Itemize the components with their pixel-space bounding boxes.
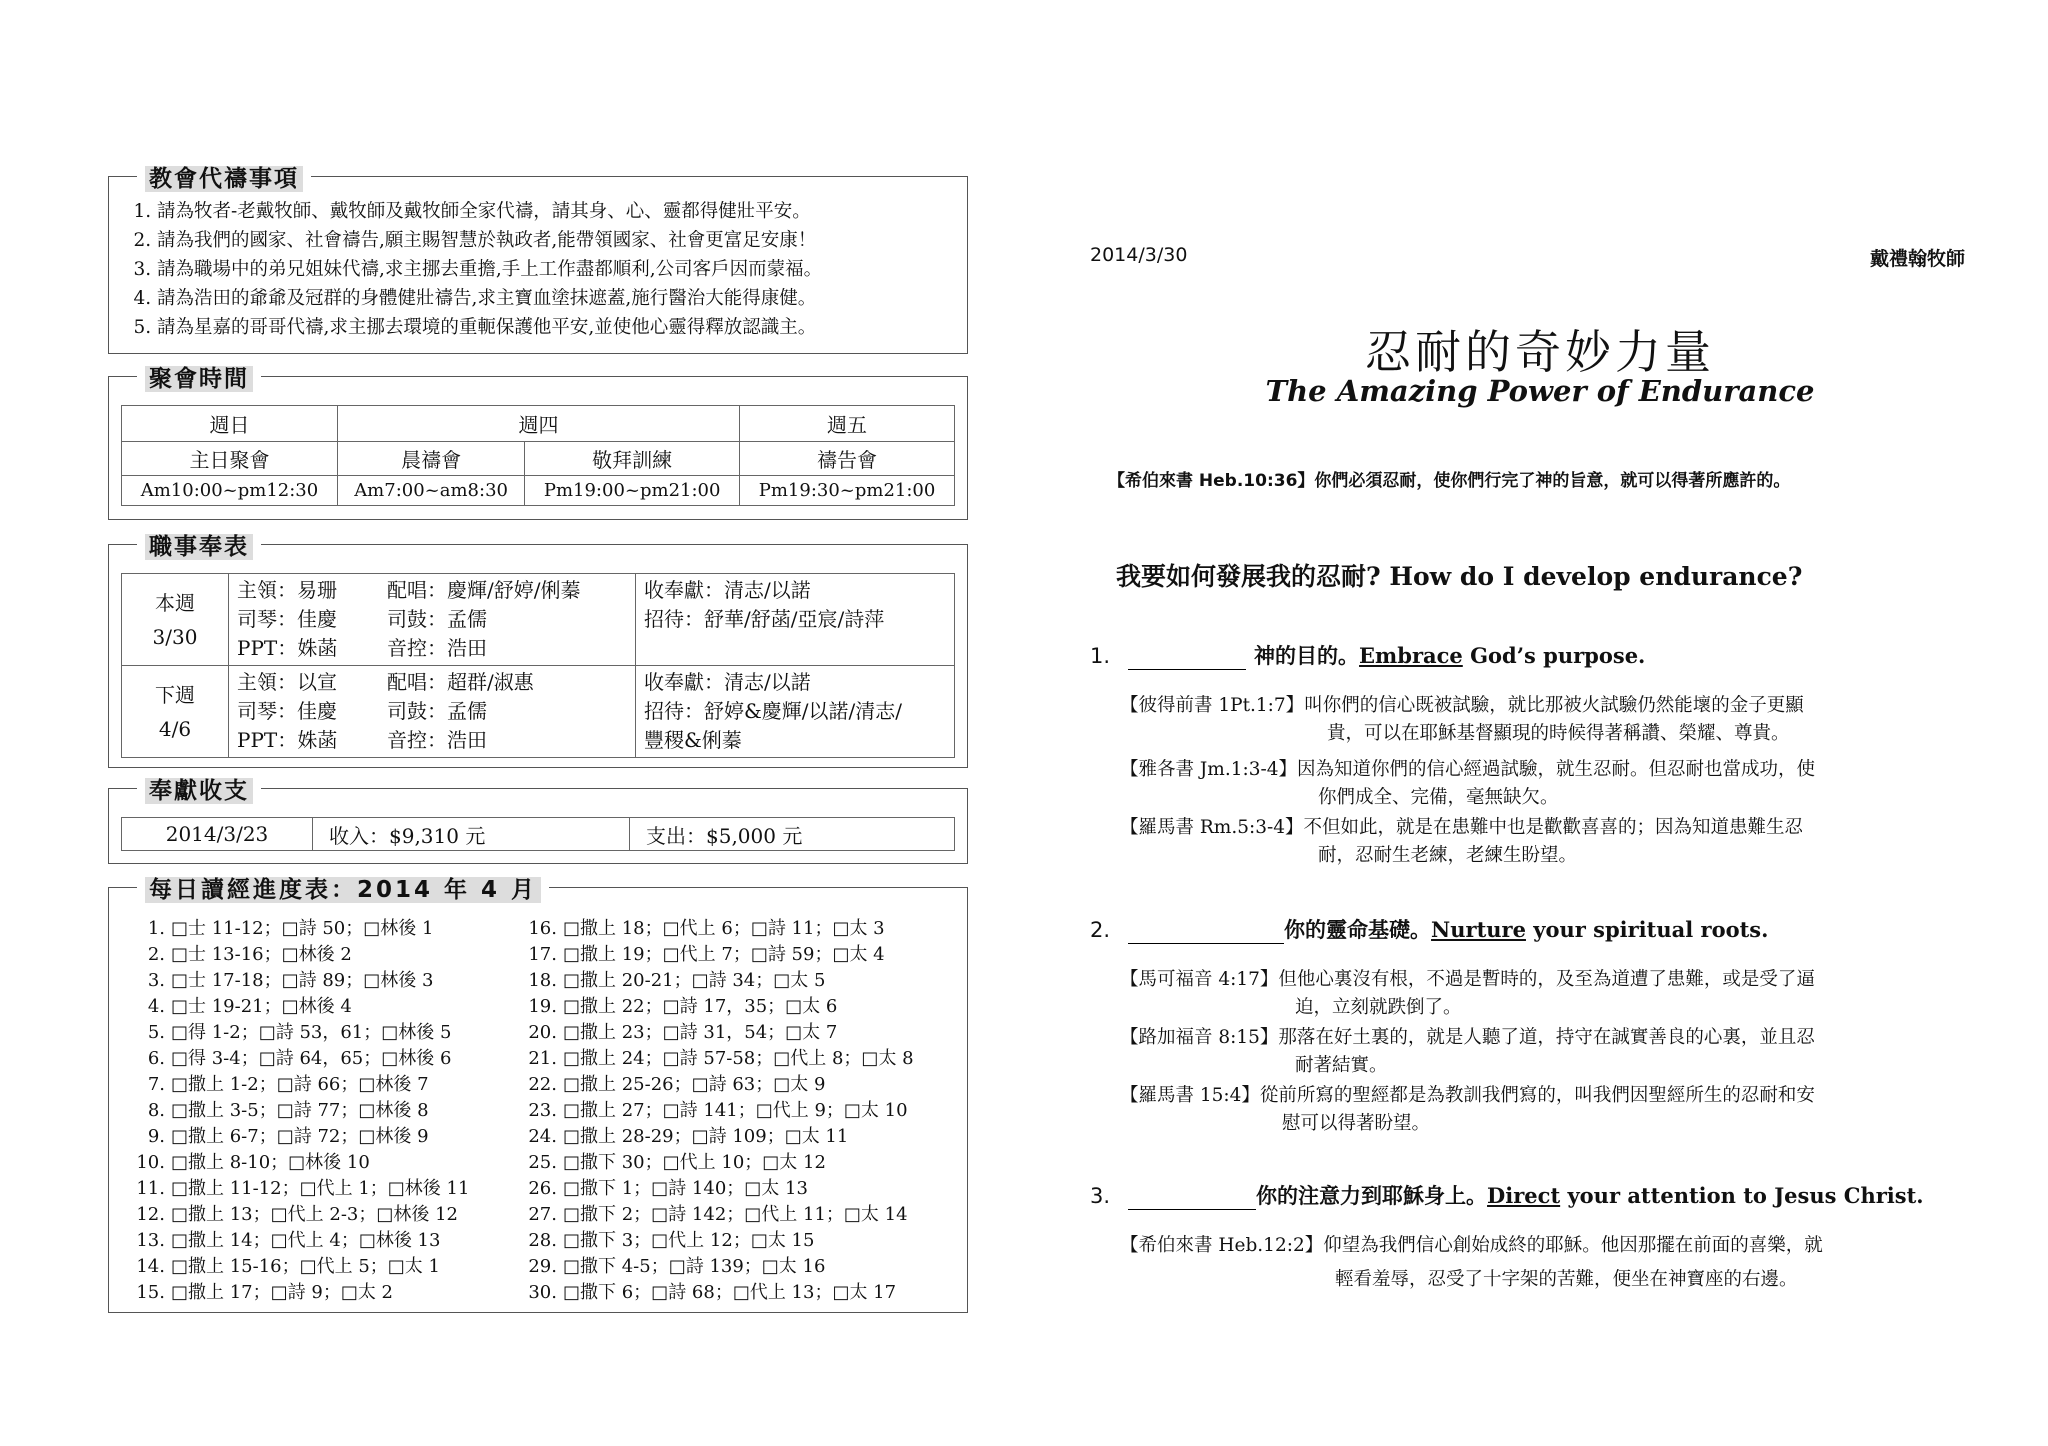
reading-item: 8. □撒上 3-5；□詩 77；□林後 8	[147, 1100, 429, 1121]
reading-item: 6. □得 3-4；□詩 64，65；□林後 6	[147, 1048, 452, 1069]
key-verse: 【希伯來書 Heb.10:36】你們必須忍耐，使你們行完了神的旨意，就可以得著所應許的。	[1108, 471, 1791, 491]
reading-item: 9. □撒上 6-7；□詩 72；□林後 9	[147, 1126, 429, 1147]
reading-item: 29. □撒下 4-5；□詩 139；□太 16	[528, 1256, 826, 1277]
prayer-item: 1. 請為牧者-老戴牧師、戴牧師及戴牧師全家代禱，請其身、心、靈都得健壯平安。	[157, 197, 967, 226]
offering-section	[108, 778, 968, 864]
fill-in-blank	[1128, 1185, 1256, 1210]
reading-column-left	[135, 916, 469, 1306]
reading-column-right	[527, 916, 914, 1306]
prayer-item: 2. 請為我們的國家、社會禱告,願主賜智慧於執政者,能帶領國家、社會更富足安康！	[157, 226, 967, 255]
scripture-ref: 【羅馬書 15:4】從前所寫的聖經都是為教訓我們寫的，叫我們因聖經所生的忍耐和安 慰可以得著盼望。	[1120, 1085, 1815, 1134]
reading-item: 17. □撒上 19；□代上 7；□詩 59；□太 4	[528, 944, 885, 965]
point-1: 1. 神的目的。Embrace God’s purpose.	[1090, 643, 1646, 668]
offering-income: 收入：$9,310 元	[313, 818, 630, 851]
reading-item: 7. □撒上 1-2；□詩 66；□林後 7	[147, 1074, 429, 1095]
reading-item: 3. □士 17-18；□詩 89；□林後 3	[147, 970, 434, 991]
week-label: 下週 4/6	[122, 666, 229, 758]
event-name: 晨禱會	[337, 442, 524, 476]
duty-section	[108, 534, 968, 768]
reading-item: 26. □撒下 1；□詩 140；□太 13	[528, 1178, 808, 1199]
prayer-list	[109, 197, 967, 342]
reading-item: 11. □撒上 11-12；□代上 1；□林後 11	[136, 1178, 470, 1199]
reading-item: 22. □撒上 25-26；□詩 63；□太 9	[528, 1074, 826, 1095]
prayer-item: 3. 請為職場中的弟兄姐妹代禱,求主挪去重擔,手上工作盡都順利,公司客戶因而蒙福。	[157, 255, 967, 284]
reading-item: 12. □撒上 13；□代上 2-3；□林後 12	[136, 1204, 458, 1225]
scripture-ref: 【路加福音 8:15】那落在好土裏的，就是人聽了道，持守在誠實善良的心裏，並且忍 耐著結實。	[1120, 1027, 1815, 1076]
reading-item: 10. □撒上 8-10；□林後 10	[136, 1152, 370, 1173]
duty-service: 收奉獻：清志/以諾 招待：舒華/舒菡/亞宸/詩萍	[636, 574, 955, 666]
sermon-title-en: The Amazing Power of Endurance	[1265, 374, 1815, 408]
section-title: 教會代禱事項	[137, 160, 311, 193]
event-name: 敬拜訓練	[525, 442, 740, 476]
reading-item: 27. □撒下 2；□詩 142；□代上 11；□太 14	[528, 1204, 908, 1225]
prayer-item: 5. 請為星嘉的哥哥代禱,求主挪去環境的重軛保護他平安,並使他心靈得釋放認識主。	[157, 313, 967, 342]
offering-table	[121, 817, 955, 851]
reading-section	[108, 877, 968, 1313]
reading-item: 30. □撒下 6；□詩 68；□代上 13；□太 17	[528, 1282, 897, 1303]
reading-item: 24. □撒上 28-29；□詩 109；□太 11	[528, 1126, 849, 1147]
prayer-section	[108, 166, 968, 354]
reading-item: 13. □撒上 14；□代上 4；□林後 13	[136, 1230, 441, 1251]
point-2: 2. 你的靈命基礎。Nurture your spiritual roots.	[1090, 917, 1769, 942]
week-label: 本週 3/30	[122, 574, 229, 666]
meeting-table	[121, 405, 955, 506]
reading-item: 21. □撒上 24；□詩 57-58；□代上 8；□太 8	[528, 1048, 914, 1069]
reading-item: 18. □撒上 20-21；□詩 34；□太 5	[528, 970, 826, 991]
meeting-section	[108, 366, 968, 520]
reading-item: 19. □撒上 22；□詩 17，35；□太 6	[528, 996, 838, 1017]
scripture-ref: 【彼得前書 1Pt.1:7】叫你們的信心既被試驗，就比那被火試驗仍然能壞的金子更顯 貴，可以在耶穌基督顯現的時候得著稱讚、榮耀、尊貴。	[1120, 695, 1804, 744]
day-header: 週四	[337, 406, 739, 442]
scripture-ref: 【馬可福音 4:17】但他心裏沒有根，不過是暫時的，及至為道遭了患難，或是受了逼 迫，立刻就跌倒了。	[1120, 969, 1815, 1018]
reading-item: 23. □撒上 27；□詩 141；□代上 9；□太 10	[528, 1100, 908, 1121]
reading-item: 28. □撒下 3；□代上 12；□太 15	[528, 1230, 815, 1251]
reading-item: 14. □撒上 15-16；□代上 5；□太 1	[136, 1256, 440, 1277]
sermon-question: 我要如何發展我的忍耐? How do I develop endurance?	[1116, 562, 1803, 591]
event-time: Am10:00~pm12:30	[122, 476, 338, 506]
offering-expense: 支出：$5,000 元	[630, 818, 955, 851]
reading-item: 15. □撒上 17；□詩 9；□太 2	[136, 1282, 393, 1303]
prayer-item: 4. 請為浩田的爺爺及冠群的身體健壯禱告,求主寶血塗抹遮蓋,施行醫治大能得康健。	[157, 284, 967, 313]
reading-item: 20. □撒上 23；□詩 31，54；□太 7	[528, 1022, 838, 1043]
reading-item: 25. □撒下 30；□代上 10；□太 12	[528, 1152, 826, 1173]
sermon-date: 2014/3/30	[1090, 244, 1188, 266]
reading-item: 2. □士 13-16；□林後 2	[147, 944, 352, 965]
sermon-title-zh: 忍耐的奇妙力量	[1365, 325, 1715, 379]
section-title: 聚會時間	[137, 360, 261, 393]
scripture-ref: 【羅馬書 Rm.5:3-4】不但如此，就是在患難中也是歡歡喜喜的；因為知道患難生忍 耐，忍耐生老練，老練生盼望。	[1120, 817, 1804, 866]
duty-roles: 主領：易珊 配唱：慶輝/舒婷/俐蓁 司琴：佳慶 司鼓：孟儒 PPT：姝菡 音控：浩田	[229, 574, 636, 666]
scripture-ref: 【雅各書 Jm.1:3-4】因為知道你們的信心經過試驗，就生忍耐。但忍耐也當成功，使 你們成全、完備，毫無缺欠。	[1120, 759, 1816, 808]
event-time: Pm19:00~pm21:00	[525, 476, 740, 506]
scripture-ref: 【希伯來書 Heb.12:2】仰望為我們信心創始成終的耶穌。他因那擺在前面的喜樂，就 輕看羞辱，忍受了十字架的苦難，便坐在神寶座的右邊。	[1120, 1235, 1823, 1290]
point-3: 3. 你的注意力到耶穌身上。Direct your attention to Jesus Christ.	[1090, 1183, 1924, 1208]
reading-item: 4. □士 19-21；□林後 4	[147, 996, 352, 1017]
day-header: 週日	[122, 406, 338, 442]
duty-roles: 主領：以宣 配唱：超群/淑惠 司琴：佳慶 司鼓：孟儒 PPT：姝菡 音控：浩田	[229, 666, 636, 758]
section-title: 奉獻收支	[137, 772, 261, 805]
pastor-name: 戴禮翰牧師	[1869, 248, 1965, 270]
section-title: 每日讀經進度表：2014 年 4 月	[137, 871, 549, 904]
duty-service: 收奉獻：清志/以諾 招待：舒婷&慶輝/以諾/清志/ 豐稷&俐蓁	[636, 666, 955, 758]
section-title: 職事奉表	[137, 528, 261, 561]
event-name: 主日聚會	[122, 442, 338, 476]
fill-in-blank	[1128, 919, 1284, 944]
event-time: Am7:00~am8:30	[337, 476, 524, 506]
event-name: 禱告會	[740, 442, 955, 476]
fill-in-blank	[1128, 645, 1246, 670]
reading-item: 5. □得 1-2；□詩 53，61；□林後 5	[147, 1022, 452, 1043]
duty-table	[121, 573, 955, 758]
offering-date: 2014/3/23	[122, 818, 313, 851]
event-time: Pm19:30~pm21:00	[740, 476, 955, 506]
sermon-page	[1090, 0, 1990, 1446]
reading-item: 1. □士 11-12；□詩 50；□林後 1	[147, 918, 434, 939]
day-header: 週五	[740, 406, 955, 442]
reading-item: 16. □撒上 18；□代上 6；□詩 11；□太 3	[528, 918, 885, 939]
